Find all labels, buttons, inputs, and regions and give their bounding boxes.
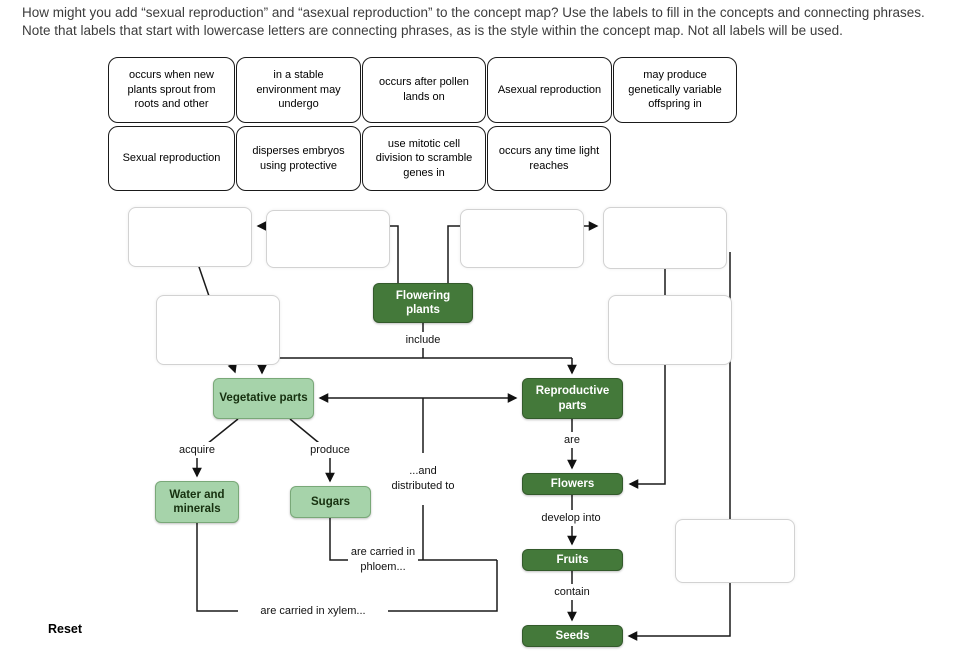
drop-zone-mid-left-phrase[interactable] [156,295,280,365]
drop-zone-mid-right-phrase[interactable] [608,295,732,365]
label-chip-occurs-when-new-plants[interactable]: occurs when new plants sprout from roots and other [108,57,235,123]
label-chip-asexual-reproduction[interactable]: Asexual reproduction [487,57,612,123]
label-chip-occurs-any-time-light[interactable]: occurs any time light reaches [487,126,611,191]
drop-zone-bottom-right-phrase[interactable] [675,519,795,583]
node-vegetative-parts: Vegetative parts [213,378,314,419]
label-chip-in-a-stable-environment[interactable]: in a stable environment may undergo [236,57,361,123]
phrase-contain: contain [546,584,598,600]
label-chip-may-produce-genetically-variable[interactable]: may produce genetically variable offspring in [613,57,737,123]
drop-zone-top-right-concept[interactable] [603,207,727,269]
phrase-include: include [399,332,447,348]
label-chip-disperses-embryos[interactable]: disperses embryos using protective [236,126,361,191]
node-sugars: Sugars [290,486,371,518]
reset-button[interactable]: Reset [48,622,83,636]
node-reproductive-parts: Reproductive parts [522,378,623,419]
phrase-develop-into: develop into [536,510,606,526]
label-chip-occurs-after-pollen[interactable]: occurs after pollen lands on [362,57,486,123]
phrase-are: are [558,432,586,448]
node-water-and-minerals: Water and minerals [155,481,239,523]
label-chip-sexual-reproduction[interactable]: Sexual reproduction [108,126,235,191]
drop-zone-top-left-concept[interactable] [128,207,252,267]
phrase-carried-in-xylem: are carried in xylem... [238,603,388,619]
phrase-acquire: acquire [172,442,222,458]
node-seeds: Seeds [522,625,623,647]
connector-xylem [197,523,497,611]
label-chip-use-mitotic-cell-division[interactable]: use mitotic cell division to scramble genes in [362,126,486,191]
instructions-text: How might you add “sexual reproduction” and “asexual reproduction” to the concept map? Use the labels to fill in the concepts and connecting phrases. Note that labels that start with lowercase letters are connecting phrases, as is the style within the concept map. Not all labels will be used. [22,5,925,38]
drop-zone-top-left-phrase[interactable] [266,210,390,268]
node-flowers: Flowers [522,473,623,495]
phrase-and-distributed-to: ...and distributed to [388,453,458,505]
drop-zone-top-right-phrase[interactable] [460,209,584,268]
node-fruits: Fruits [522,549,623,571]
phrase-carried-in-phloem: are carried in phloem... [348,534,418,586]
node-flowering-plants: Flowering plants [373,283,473,323]
phrase-produce: produce [303,442,357,458]
